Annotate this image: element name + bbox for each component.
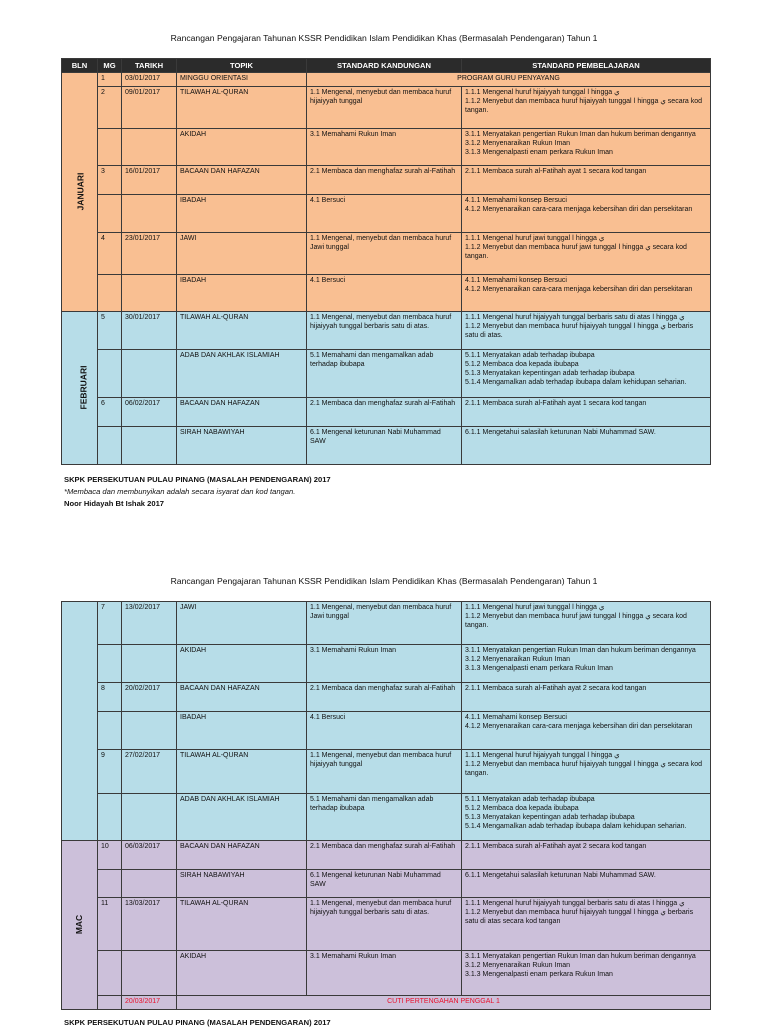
footer-org: SKPK PERSEKUTUAN PULAU PINANG (MASALAH PENDENGARAN) 2017 <box>64 475 331 484</box>
mg-cell <box>98 350 122 398</box>
sk-cell: 1.1 Mengenal, menyebut dan membaca huruf Jawi tunggal <box>307 602 462 645</box>
header-standard-pembelajaran: STANDARD PEMBELAJARAN <box>462 59 711 73</box>
mg-cell <box>98 996 122 1010</box>
sp-cell <box>462 645 711 683</box>
topik-cell: AKIDAH <box>177 645 307 683</box>
topik-cell: ADAB DAN AKHLAK ISLAMIAH <box>177 794 307 841</box>
sp-cell <box>462 794 711 841</box>
sp-line: 5.1.1 Menyatakan adab terhadap ibubapa <box>465 796 595 803</box>
tarikh-cell: 13/02/2017 <box>122 602 177 645</box>
sp-line: 3.1.2 Menyenaraikan Rukun Iman <box>465 656 571 663</box>
sk-cell: 4.1 Bersuci <box>307 712 462 750</box>
tarikh-cell: 20/03/2017 <box>122 996 177 1010</box>
sp-line: 3.1.1 Menyatakan pengertian Rukun Iman dan hukum beriman dengannya <box>465 131 696 138</box>
footer-page-1 <box>64 474 331 510</box>
sp-cell <box>462 129 711 166</box>
mg-cell <box>98 427 122 465</box>
mg-cell: 9 <box>98 750 122 794</box>
topik-cell: BACAAN DAN HAFAZAN <box>177 683 307 712</box>
table-row <box>62 841 711 870</box>
table-row <box>62 794 711 841</box>
mg-cell <box>98 195 122 233</box>
topik-cell: MINGGU ORIENTASI <box>177 73 307 87</box>
month-label: FEBRUARI <box>78 365 89 410</box>
month-cell-mac <box>62 841 98 1010</box>
mg-cell <box>98 951 122 996</box>
sp-cell <box>462 951 711 996</box>
month-cell-februari <box>62 312 98 465</box>
mg-cell <box>98 129 122 166</box>
sk-cell: 4.1 Bersuci <box>307 195 462 233</box>
holiday-cell: CUTI PERTENGAHAN PENGGAL 1 <box>177 996 711 1010</box>
table-row <box>62 427 711 465</box>
sp-line: 4.1.2 Menyenaraikan cara-cara menjaga kebersihan diri dan persekitaran <box>465 286 693 293</box>
table-row <box>62 898 711 951</box>
tarikh-cell <box>122 645 177 683</box>
tarikh-cell <box>122 427 177 465</box>
sp-line: 2.1.1 Membaca surah al-Fatihah ayat 2 secara kod tangan <box>465 843 647 850</box>
table-row <box>62 645 711 683</box>
table-row <box>62 398 711 427</box>
sp-line: 4.1.2 Menyenaraikan cara-cara menjaga kebersihan diri dan persekitaran <box>465 206 693 213</box>
sk-cell: 1.1 Mengenal, menyebut dan membaca huruf hijaiyyah tunggal <box>307 87 462 129</box>
sp-line: 1.1.2 Menyebut dan membaca huruf hijaiyyah tunggal ا hingga ي secara kod tangan. <box>465 98 703 114</box>
mg-cell: 6 <box>98 398 122 427</box>
sk-cell: 1.1 Mengenal, menyebut dan membaca huruf hijaiyyah tunggal berbaris satu di atas. <box>307 898 462 951</box>
mg-cell: 11 <box>98 898 122 951</box>
tarikh-cell: 03/01/2017 <box>122 73 177 87</box>
sp-cell <box>462 841 711 870</box>
sp-cell <box>462 312 711 350</box>
table-row <box>62 233 711 275</box>
topik-cell: SIRAH NABAWIYAH <box>177 870 307 898</box>
table-row <box>62 870 711 898</box>
sp-line: 1.1.1 Mengenal huruf hijaiyyah tunggal berbaris satu di atas ا hingga ي <box>465 900 685 907</box>
tarikh-cell <box>122 794 177 841</box>
sp-cell <box>462 870 711 898</box>
tarikh-cell: 09/01/2017 <box>122 87 177 129</box>
table-row <box>62 166 711 195</box>
mg-cell: 7 <box>98 602 122 645</box>
tarikh-cell <box>122 195 177 233</box>
sk-cell: 2.1 Membaca dan menghafaz surah al-Fatihah <box>307 398 462 427</box>
sp-cell <box>462 275 711 312</box>
sk-cell: 2.1 Membaca dan menghafaz surah al-Fatihah <box>307 166 462 195</box>
sp-line: 5.1.4 Mengamalkan adab terhadap ibubapa dalam kehidupan seharian. <box>465 823 687 830</box>
sk-cell: 4.1 Bersuci <box>307 275 462 312</box>
sp-line: 4.1.1 Memahami konsep Bersuci <box>465 197 567 204</box>
sp-line: 5.1.2 Membaca doa kepada ibubapa <box>465 361 579 368</box>
month-label: JANUARI <box>75 172 86 211</box>
table-row <box>62 951 711 996</box>
topik-cell: AKIDAH <box>177 951 307 996</box>
sk-cell: 5.1 Memahami dan mengamalkan adab terhadap ibubapa <box>307 350 462 398</box>
sp-line: 1.1.2 Menyebut dan membaca huruf jawi tunggal ا hingga ي secara kod tangan. <box>465 244 687 260</box>
mg-cell: 8 <box>98 683 122 712</box>
tarikh-cell <box>122 350 177 398</box>
mg-cell <box>98 712 122 750</box>
sp-line: 1.1.1 Mengenal huruf jawi tunggal ا hingga ي <box>465 235 605 242</box>
mg-cell: 1 <box>98 73 122 87</box>
topik-cell: TILAWAH AL-QURAN <box>177 87 307 129</box>
table-row <box>62 275 711 312</box>
sp-line: 1.1.1 Mengenal huruf hijaiyyah tunggal ا hingga ي <box>465 752 620 759</box>
topik-cell: BACAAN DAN HAFAZAN <box>177 398 307 427</box>
topik-cell: BACAAN DAN HAFAZAN <box>177 841 307 870</box>
footer-author: Noor Hidayah Bt Ishak 2017 <box>64 499 165 508</box>
month-cell-februari-continued <box>62 602 98 841</box>
sp-cell <box>462 398 711 427</box>
tarikh-cell <box>122 951 177 996</box>
sp-line: 2.1.1 Membaca surah al-Fatihah ayat 2 secara kod tangan <box>465 685 647 692</box>
tarikh-cell: 06/03/2017 <box>122 841 177 870</box>
mg-cell: 3 <box>98 166 122 195</box>
sk-cell: 1.1 Mengenal, menyebut dan membaca huruf hijaiyyah tunggal berbaris satu di atas. <box>307 312 462 350</box>
table-row <box>62 73 711 87</box>
sp-line: 5.1.1 Menyatakan adab terhadap ibubapa <box>465 352 595 359</box>
footer-page-2-org: SKPK PERSEKUTUAN PULAU PINANG (MASALAH PENDENGARAN) 2017 <box>64 1018 331 1027</box>
tarikh-cell: 13/03/2017 <box>122 898 177 951</box>
sp-line: 6.1.1 Mengetahui salasilah keturunan Nabi Muhammad SAW. <box>465 872 656 879</box>
table-row <box>62 87 711 129</box>
header-tarikh: TARIKH <box>122 59 177 73</box>
header-bln: BLN <box>62 59 98 73</box>
topik-cell: IBADAH <box>177 275 307 312</box>
program-cell: PROGRAM GURU PENYAYANG <box>307 73 711 87</box>
sp-line: 3.1.1 Menyatakan pengertian Rukun Iman dan hukum beriman dengannya <box>465 953 696 960</box>
table-row <box>62 195 711 233</box>
table-row <box>62 129 711 166</box>
sk-cell: 3.1 Memahami Rukun Iman <box>307 645 462 683</box>
mg-cell: 5 <box>98 312 122 350</box>
sp-line: 3.1.3 Mengenalpasti enam perkara Rukun Iman <box>465 971 613 978</box>
table-row <box>62 312 711 350</box>
sp-cell <box>462 195 711 233</box>
topik-cell: IBADAH <box>177 712 307 750</box>
sp-line: 5.1.2 Membaca doa kepada ibubapa <box>465 805 579 812</box>
topik-cell: SIRAH NABAWIYAH <box>177 427 307 465</box>
sk-cell: 2.1 Membaca dan menghafaz surah al-Fatihah <box>307 683 462 712</box>
tarikh-cell: 20/02/2017 <box>122 683 177 712</box>
table-row <box>62 602 711 645</box>
sk-cell: 5.1 Memahami dan mengamalkan adab terhadap ibubapa <box>307 794 462 841</box>
table-row <box>62 683 711 712</box>
sk-cell: 1.1 Mengenal, menyebut dan membaca huruf hijaiyyah tunggal <box>307 750 462 794</box>
document-title: Rancangan Pengajaran Tahunan KSSR Pendidikan Islam Pendidikan Khas (Bermasalah Pendengaran) Tahun 1 <box>170 33 598 43</box>
sk-cell: 6.1 Mengenal keturunan Nabi Muhammad SAW <box>307 870 462 898</box>
tarikh-cell <box>122 712 177 750</box>
topik-cell: JAWI <box>177 233 307 275</box>
tarikh-cell <box>122 129 177 166</box>
mg-cell <box>98 794 122 841</box>
tarikh-cell: 06/02/2017 <box>122 398 177 427</box>
document-title-2: Rancangan Pengajaran Tahunan KSSR Pendidikan Islam Pendidikan Khas (Bermasalah Pendengaran) Tahun 1 <box>170 576 598 586</box>
table-row <box>62 350 711 398</box>
sp-cell <box>462 750 711 794</box>
sp-cell <box>462 712 711 750</box>
mg-cell: 2 <box>98 87 122 129</box>
sp-line: 3.1.2 Menyenaraikan Rukun Iman <box>465 962 571 969</box>
sk-cell: 3.1 Memahami Rukun Iman <box>307 951 462 996</box>
table-row <box>62 996 711 1010</box>
sp-line: 2.1.1 Membaca surah al-Fatihah ayat 1 secara kod tangan <box>465 168 647 175</box>
mg-cell <box>98 275 122 312</box>
sp-line: 3.1.3 Mengenalpasti enam perkara Rukun Iman <box>465 149 613 156</box>
tarikh-cell <box>122 275 177 312</box>
sp-line: 5.1.3 Menyatakan kepentingan adab terhadap ibubapa <box>465 814 635 821</box>
plan-table-1 <box>61 58 711 465</box>
tarikh-cell: 30/01/2017 <box>122 312 177 350</box>
topik-cell: IBADAH <box>177 195 307 233</box>
footer-note: *Membaca dan membunyikan adalah secara isyarat dan kod tangan. <box>64 487 296 496</box>
sp-line: 1.1.1 Mengenal huruf hijaiyyah tunggal berbaris satu di atas ا hingga ي <box>465 314 685 321</box>
header-topik: TOPIK <box>177 59 307 73</box>
sp-line: 4.1.2 Menyenaraikan cara-cara menjaga kebersihan diri dan persekitaran <box>465 723 693 730</box>
tarikh-cell: 23/01/2017 <box>122 233 177 275</box>
sk-cell: 3.1 Memahami Rukun Iman <box>307 129 462 166</box>
topik-cell: AKIDAH <box>177 129 307 166</box>
table-row <box>62 750 711 794</box>
tarikh-cell <box>122 870 177 898</box>
sp-line: 3.1.2 Menyenaraikan Rukun Iman <box>465 140 571 147</box>
sp-cell <box>462 427 711 465</box>
sp-line: 4.1.1 Memahami konsep Bersuci <box>465 277 567 284</box>
sp-line: 1.1.1 Mengenal huruf jawi tunggal ا hingga ي <box>465 604 605 611</box>
tarikh-cell: 16/01/2017 <box>122 166 177 195</box>
topik-cell: BACAAN DAN HAFAZAN <box>177 166 307 195</box>
sp-line: 5.1.4 Mengamalkan adab terhadap ibubapa dalam kehidupan seharian. <box>465 379 687 386</box>
topik-cell: TILAWAH AL-QURAN <box>177 750 307 794</box>
topik-cell: ADAB DAN AKHLAK ISLAMIAH <box>177 350 307 398</box>
topik-cell: TILAWAH AL-QURAN <box>177 898 307 951</box>
sp-line: 5.1.3 Menyatakan kepentingan adab terhadap ibubapa <box>465 370 635 377</box>
topik-cell: TILAWAH AL-QURAN <box>177 312 307 350</box>
sk-cell: 1.1 Mengenal, menyebut dan membaca huruf Jawi tunggal <box>307 233 462 275</box>
sp-line: 3.1.1 Menyatakan pengertian Rukun Iman dan hukum beriman dengannya <box>465 647 696 654</box>
sp-line: 1.1.2 Menyebut dan membaca huruf jawi tunggal ا hingga ي secara kod tangan. <box>465 613 687 629</box>
sp-cell <box>462 602 711 645</box>
table-row <box>62 712 711 750</box>
tarikh-cell: 27/02/2017 <box>122 750 177 794</box>
sp-line: 1.1.2 Menyebut dan membaca huruf hijaiyyah tunggal ا hingga ي berbaris satu di atas secara kod tangan <box>465 909 694 925</box>
topik-cell: JAWI <box>177 602 307 645</box>
sp-line: 1.1.2 Menyebut dan membaca huruf hijaiyyah tunggal ا hingga ي secara kod tangan. <box>465 761 703 777</box>
header-standard-kandungan: STANDARD KANDUNGAN <box>307 59 462 73</box>
sp-line: 4.1.1 Memahami konsep Bersuci <box>465 714 567 721</box>
plan-table-2 <box>61 601 711 1010</box>
sp-line: 1.1.1 Mengenal huruf hijaiyyah tunggal ا hingga ي <box>465 89 620 96</box>
header-mg: MG <box>98 59 122 73</box>
sp-cell <box>462 683 711 712</box>
sp-line: 3.1.3 Mengenalpasti enam perkara Rukun Iman <box>465 665 613 672</box>
sp-line: 6.1.1 Mengetahui salasilah keturunan Nabi Muhammad SAW. <box>465 429 656 436</box>
sp-cell <box>462 87 711 129</box>
mg-cell: 10 <box>98 841 122 870</box>
sk-cell: 2.1 Membaca dan menghafaz surah al-Fatihah <box>307 841 462 870</box>
sp-cell <box>462 233 711 275</box>
sp-line: 1.1.2 Menyebut dan membaca huruf hijaiyyah tunggal ا hingga ي berbaris satu di atas. <box>465 323 694 339</box>
sk-cell: 6.1 Mengenal keturunan Nabi Muhammad SAW <box>307 427 462 465</box>
sp-cell <box>462 898 711 951</box>
mg-cell: 4 <box>98 233 122 275</box>
sp-cell <box>462 166 711 195</box>
month-cell-januari <box>62 73 98 312</box>
table-header-row <box>62 59 711 73</box>
sp-line: 2.1.1 Membaca surah al-Fatihah ayat 1 secara kod tangan <box>465 400 647 407</box>
mg-cell <box>98 645 122 683</box>
month-label: MAC <box>73 914 84 935</box>
mg-cell <box>98 870 122 898</box>
sp-cell <box>462 350 711 398</box>
